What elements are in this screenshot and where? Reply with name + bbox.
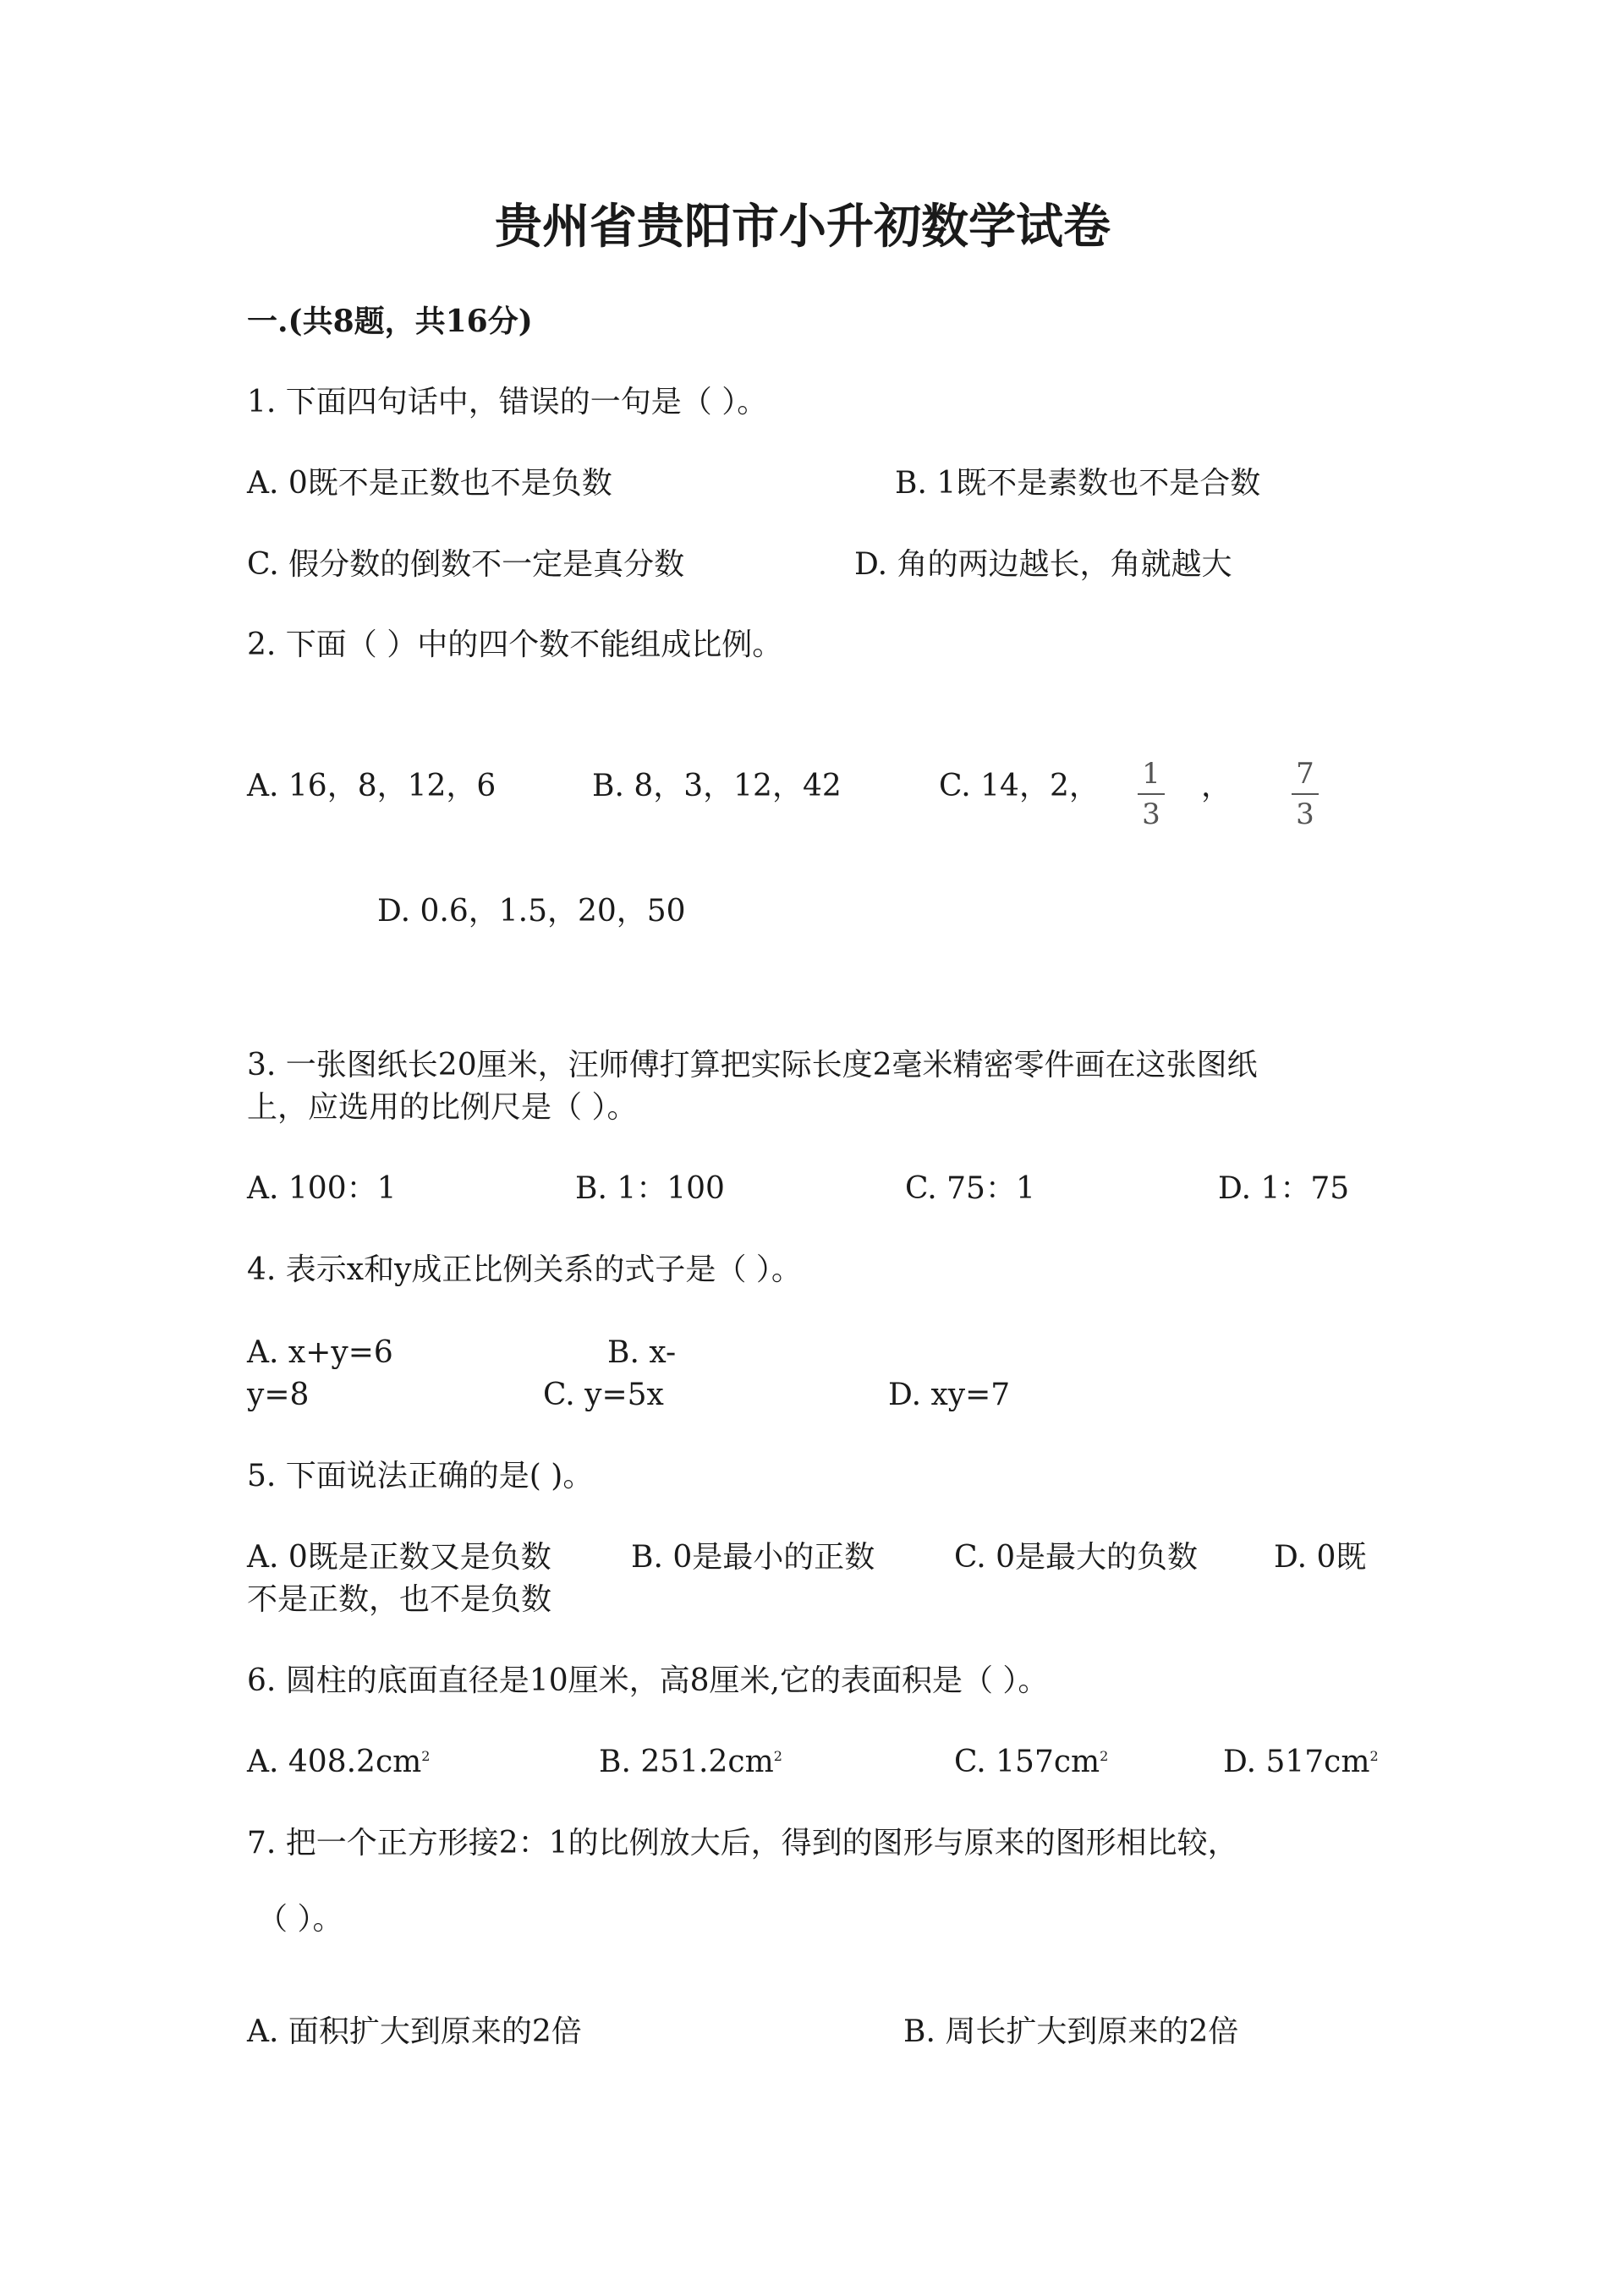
option-text: C. 157cm (954, 1745, 1100, 1779)
superscript: 2 (1369, 1748, 1379, 1764)
option-text: D. 517cm (1223, 1745, 1370, 1779)
fraction-denominator: 3 (1296, 797, 1314, 831)
page-title: 贵州省贵阳市小升初数学试卷 (495, 199, 1111, 255)
question-5-stem: 5. 下面说法正确的是( )。 (247, 1459, 594, 1493)
superscript: 2 (773, 1748, 782, 1764)
fraction-bar (1292, 793, 1319, 795)
question-7-option-b[interactable]: B. 周长扩大到原来的2倍 (903, 2014, 1239, 2049)
fraction-bar (1138, 793, 1165, 795)
question-4-option-c[interactable]: C. y=5x (543, 1378, 664, 1412)
question-6-option-c[interactable] (954, 1747, 1108, 1778)
question-4-option-a[interactable]: A. x+y=6 (247, 1335, 393, 1370)
question-4-stem: 4. 表示x和y成正比例关系的式子是（ ）。 (247, 1252, 802, 1287)
option-text: B. 251.2cm (599, 1745, 774, 1779)
question-6-option-d[interactable] (1223, 1747, 1379, 1778)
question-2-option-d[interactable]: D. 0.6，1.5，20，50 (377, 894, 686, 929)
question-3-option-a[interactable]: A. 100：1 (247, 1171, 397, 1206)
fraction-separator: ， (1201, 769, 1232, 803)
question-6-option-b[interactable] (599, 1747, 782, 1778)
fraction-one-third (1134, 759, 1168, 829)
question-7-stem: 7. 把一个正方形接2：1的比例放大后，得到的图形与原来的图形相比较， (247, 1826, 1238, 1860)
question-1-option-d[interactable]: D. 角的两边越长，角就越大 (854, 547, 1232, 582)
question-4-option-d[interactable]: D. xy=7 (888, 1378, 1011, 1412)
question-5-option-a[interactable]: A. 0既是正数又是负数 (247, 1540, 551, 1575)
question-4-option-b-wrap: y=8 (247, 1378, 310, 1412)
question-1-option-c[interactable]: C. 假分数的倒数不一定是真分数 (247, 547, 685, 582)
question-2-option-a[interactable]: A. 16，8，12，6 (247, 769, 497, 803)
question-2-stem: 2. 下面（ ）中的四个数不能组成比例。 (247, 627, 783, 662)
question-3-stem-line2: 上，应选用的比例尺是（ ）。 (247, 1090, 638, 1125)
question-2-option-b[interactable]: B. 8，3，12，42 (592, 769, 842, 803)
question-7-stem-line2: （ ）。 (257, 1902, 343, 1937)
option-text: A. 408.2cm (247, 1745, 422, 1779)
fraction-numerator: 7 (1296, 757, 1314, 791)
question-7-option-a[interactable]: A. 面积扩大到原来的2倍 (247, 2014, 582, 2049)
section-heading: 一.(共8题，共16分) (247, 304, 533, 339)
fraction-numerator: 1 (1142, 757, 1160, 791)
question-5-option-c[interactable]: C. 0是最大的负数 (954, 1540, 1199, 1575)
question-3-option-b[interactable]: B. 1：100 (575, 1171, 725, 1206)
question-2-option-c[interactable]: C. 14，2， (939, 769, 1100, 803)
question-3-stem-line1: 3. 一张图纸长20厘米，汪师傅打算把实际长度2毫米精密零件画在这张图纸 (247, 1048, 1258, 1082)
question-5-option-d[interactable]: D. 0既 (1274, 1540, 1367, 1575)
question-4-option-b[interactable]: B. x- (607, 1335, 677, 1370)
question-6-option-a[interactable] (247, 1747, 430, 1778)
question-1-stem: 1. 下面四句话中，错误的一句是（ ）。 (247, 385, 768, 419)
superscript: 2 (421, 1748, 431, 1764)
question-3-option-d[interactable]: D. 1：75 (1218, 1171, 1350, 1206)
question-5-option-d-wrap: 不是正数，也不是负数 (247, 1582, 552, 1617)
superscript: 2 (1100, 1748, 1109, 1764)
question-5-option-b[interactable]: B. 0是最小的正数 (631, 1540, 875, 1575)
question-1-option-b[interactable]: B. 1既不是素数也不是合数 (895, 466, 1261, 501)
question-3-option-c[interactable]: C. 75：1 (905, 1171, 1035, 1206)
fraction-denominator: 3 (1142, 797, 1160, 831)
fraction-seven-thirds (1288, 759, 1322, 829)
question-1-option-a[interactable]: A. 0既不是正数也不是负数 (247, 466, 612, 501)
question-6-stem: 6. 圆柱的底面直径是10厘米，高8厘米,它的表面积是（ ）。 (247, 1663, 1049, 1698)
